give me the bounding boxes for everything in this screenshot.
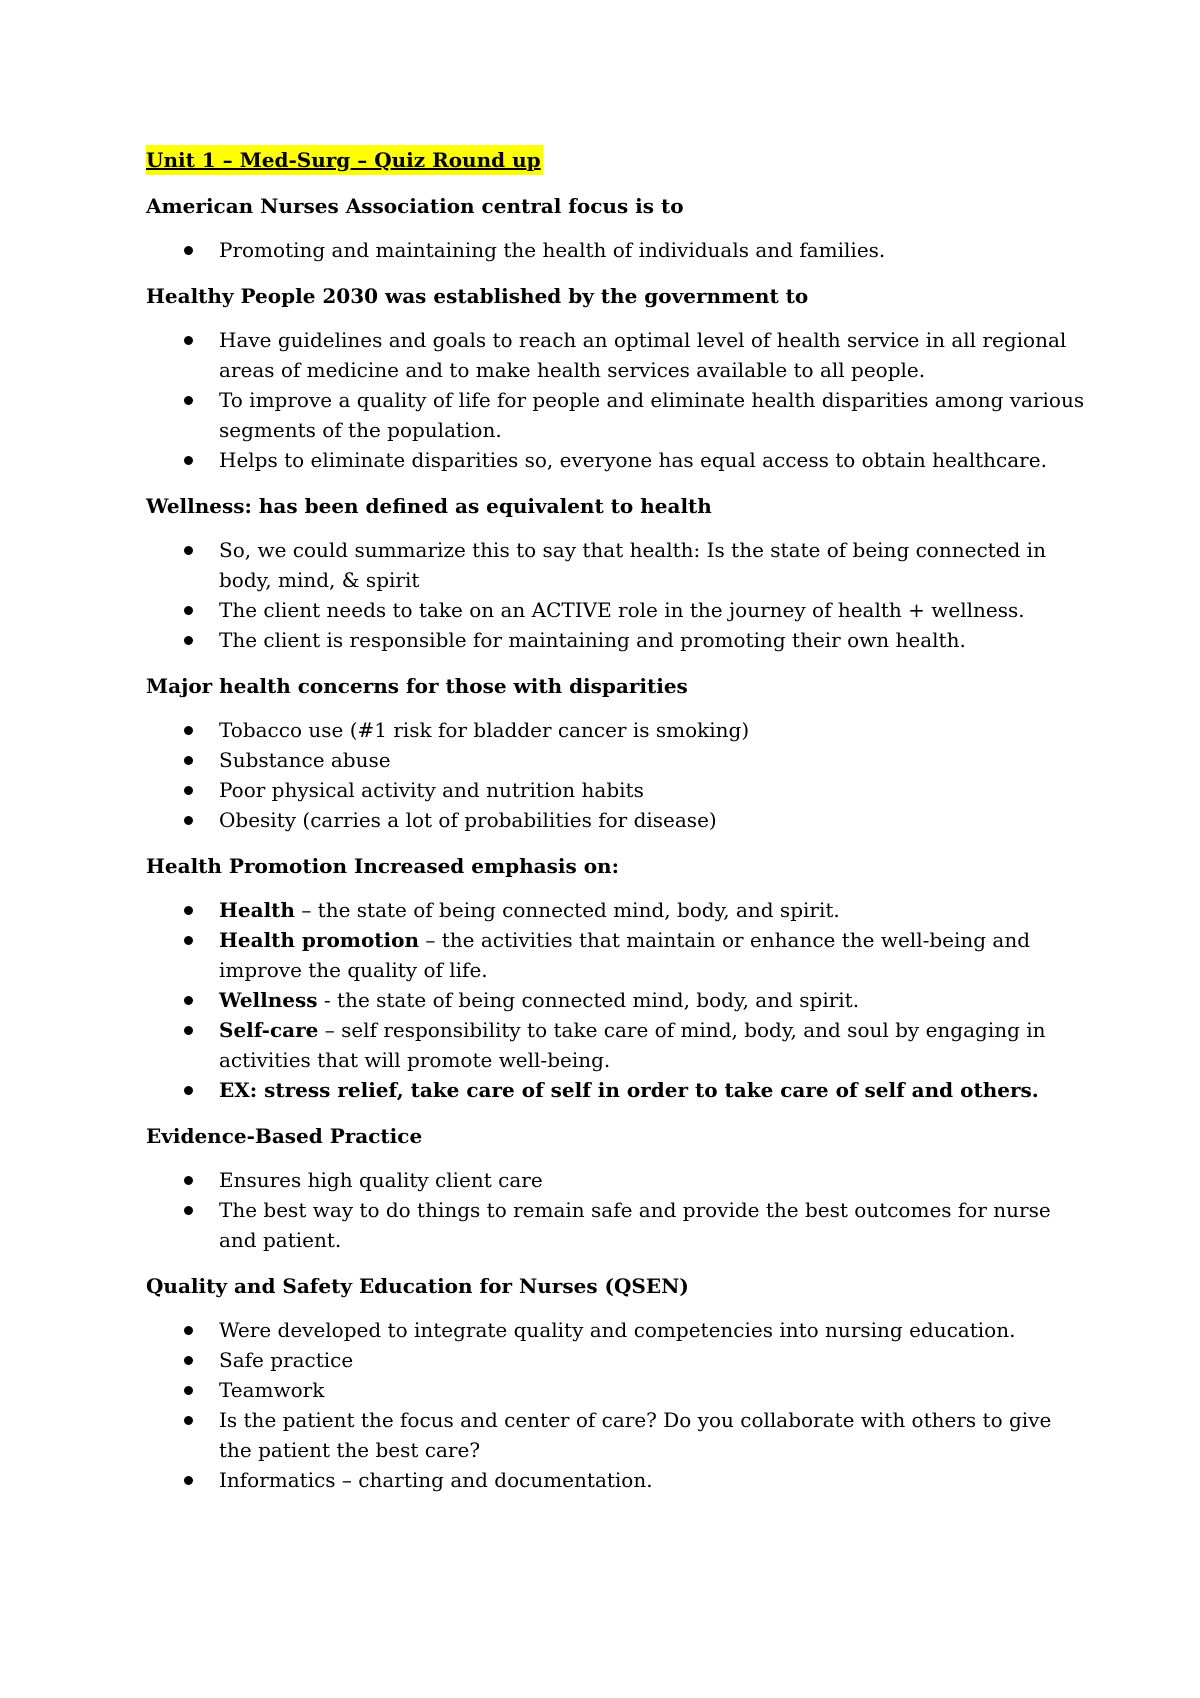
section-heading: Quality and Safety Education for Nurses (QSEN) — [146, 1274, 689, 1298]
bullet-icon — [184, 636, 193, 645]
section-heading: Health Promotion Increased emphasis on: — [146, 854, 619, 878]
sections-container — [146, 191, 1086, 1495]
bullet-icon — [184, 1476, 193, 1485]
item-text: Is the patient the focus and center of care? Do you collaborate with others to give the patient the best care? — [219, 1408, 1052, 1462]
section-heading: Major health concerns for those with disparities — [146, 674, 688, 698]
list-item — [146, 595, 1086, 625]
list-item — [146, 445, 1086, 475]
section-heading: Healthy People 2030 was established by the government to — [146, 284, 809, 308]
bullet-icon — [184, 396, 193, 405]
list-item — [146, 625, 1086, 655]
bullet-list — [146, 235, 1086, 265]
bullet-icon — [184, 246, 193, 255]
bullet-icon — [184, 606, 193, 615]
item-text: To improve a quality of life for people and eliminate health disparities among various segments of the population. — [219, 388, 1085, 442]
list-item — [146, 325, 1086, 385]
document-body — [146, 145, 1086, 1511]
bullet-icon — [184, 786, 193, 795]
list-item — [146, 1405, 1086, 1465]
item-text: Tobacco use (#1 risk for bladder cancer is smoking) — [219, 718, 750, 742]
title-line — [146, 145, 1086, 175]
item-text: Informatics – charting and documentation. — [219, 1468, 653, 1492]
list-item — [146, 1165, 1086, 1195]
item-text: – the state of being connected mind, body, and spirit. — [294, 898, 840, 922]
list-item — [146, 985, 1086, 1015]
document-title: Unit 1 – Med-Surg – Quiz Round up — [146, 145, 543, 175]
section-heading: Evidence-Based Practice — [146, 1124, 423, 1148]
item-text: The client needs to take on an ACTIVE role in the journey of health + wellness. — [219, 598, 1025, 622]
item-text: Poor physical activity and nutrition habits — [219, 778, 644, 802]
bullet-icon — [184, 1416, 193, 1425]
bullet-icon — [184, 996, 193, 1005]
bullet-icon — [184, 1176, 193, 1185]
section-heading: Wellness: has been defined as equivalent to health — [146, 494, 712, 518]
item-text: So, we could summarize this to say that health: Is the state of being connected in body, mind, & spirit — [219, 538, 1046, 592]
item-text: Promoting and maintaining the health of individuals and families. — [219, 238, 886, 262]
list-item — [146, 385, 1086, 445]
term-label: Self-care — [219, 1018, 319, 1042]
bullet-icon — [184, 1026, 193, 1035]
item-text: Obesity (carries a lot of probabilities for disease) — [219, 808, 717, 832]
list-item — [146, 1075, 1086, 1105]
bullet-list — [146, 1165, 1086, 1255]
bullet-icon — [184, 1206, 193, 1215]
list-item — [146, 535, 1086, 595]
section-heading: American Nurses Association central focus is to — [146, 194, 684, 218]
item-text: Safe practice — [219, 1348, 354, 1372]
item-text: Substance abuse — [219, 748, 391, 772]
bullet-icon — [184, 1386, 193, 1395]
list-item — [146, 715, 1086, 745]
item-text: - the state of being connected mind, body, and spirit. — [317, 988, 860, 1012]
list-item — [146, 1315, 1086, 1345]
list-item — [146, 745, 1086, 775]
list-item — [146, 1375, 1086, 1405]
bullet-icon — [184, 1356, 193, 1365]
item-text: The client is responsible for maintaining and promoting their own health. — [219, 628, 966, 652]
list-item — [146, 235, 1086, 265]
list-item — [146, 805, 1086, 835]
term-label: EX: stress relief, take care of self in order to take care of self and others. — [219, 1078, 1039, 1102]
list-item — [146, 1465, 1086, 1495]
bullet-icon — [184, 336, 193, 345]
list-item — [146, 1345, 1086, 1375]
bullet-list — [146, 715, 1086, 835]
bullet-icon — [184, 1086, 193, 1095]
bullet-icon — [184, 726, 193, 735]
item-text: The best way to do things to remain safe and provide the best outcomes for nurse and patient. — [219, 1198, 1051, 1252]
item-text: Have guidelines and goals to reach an optimal level of health service in all regional areas of medicine and to make health services available to all people. — [219, 328, 1067, 382]
list-item — [146, 775, 1086, 805]
bullet-icon — [184, 816, 193, 825]
item-text: – self responsibility to take care of mind, body, and soul by engaging in activities that will promote well-being. — [219, 1018, 1046, 1072]
item-text: Ensures high quality client care — [219, 1168, 543, 1192]
bullet-list — [146, 895, 1086, 1105]
item-text: Were developed to integrate quality and competencies into nursing education. — [219, 1318, 1016, 1342]
bullet-list — [146, 325, 1086, 475]
bullet-icon — [184, 936, 193, 945]
list-item — [146, 1015, 1086, 1075]
item-text: Helps to eliminate disparities so, everyone has equal access to obtain healthcare. — [219, 448, 1047, 472]
bullet-icon — [184, 1326, 193, 1335]
list-item — [146, 925, 1086, 985]
term-label: Health — [219, 898, 295, 922]
bullet-icon — [184, 756, 193, 765]
item-text: Teamwork — [219, 1378, 325, 1402]
bullet-icon — [184, 546, 193, 555]
bullet-icon — [184, 906, 193, 915]
list-item — [146, 895, 1086, 925]
bullet-list — [146, 535, 1086, 655]
bullet-icon — [184, 456, 193, 465]
term-label: Wellness — [219, 988, 318, 1012]
bullet-list — [146, 1315, 1086, 1495]
item-text: – the activities that maintain or enhance the well-being and improve the quality of life. — [219, 928, 1031, 982]
term-label: Health promotion — [219, 928, 419, 952]
list-item — [146, 1195, 1086, 1255]
